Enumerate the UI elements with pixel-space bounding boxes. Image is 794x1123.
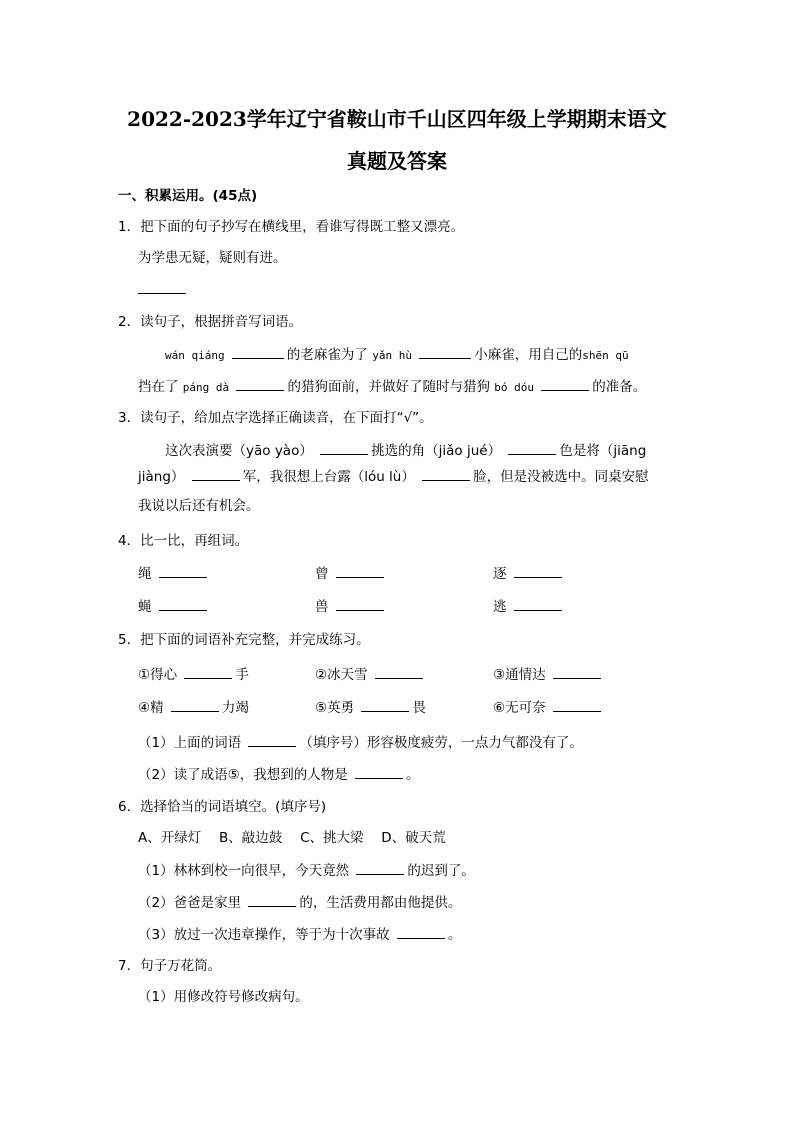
q2-prompt: 2．读句子，根据拼音写词语。 xyxy=(118,314,303,330)
char: 逐 xyxy=(493,566,507,582)
doc-title-line2: 真题及答案 xyxy=(347,149,447,173)
q1-sentence: 为学患无疑，疑则有进。 xyxy=(138,250,287,266)
text: 挑选的角（jiǎo jué） xyxy=(371,443,502,459)
text: ⑤英勇 xyxy=(315,700,355,716)
text: 手 xyxy=(235,667,249,683)
text: 军，我很想上台露（lóu lù） xyxy=(242,469,415,485)
q5-item xyxy=(493,698,604,717)
pinyin: yǎn hù xyxy=(372,349,412,362)
q4-item xyxy=(493,597,565,616)
text: （1）林林到校一向很早，今天竟然 xyxy=(138,863,350,879)
section-heading: 一、积累运用。(45点) xyxy=(118,188,258,204)
text: 的迟到了。 xyxy=(407,863,475,879)
text: ⑥无可奈 xyxy=(493,700,546,716)
q6-prompt: 6．选择恰当的词语填空。(填序号) xyxy=(118,799,327,815)
q4-item xyxy=(138,597,210,616)
text: 挡在了 xyxy=(138,379,179,395)
text: 的，生活费用都由他提供。 xyxy=(299,895,462,911)
text: （2）爸爸是家里 xyxy=(138,895,242,911)
q6-sub3 xyxy=(138,925,461,944)
text: 。 xyxy=(447,927,462,943)
q6-sub2 xyxy=(138,893,461,912)
q4-item xyxy=(315,597,387,616)
q5-sub2 xyxy=(138,765,420,784)
text: jiàng） xyxy=(138,469,185,485)
text: ①得心 xyxy=(138,667,178,683)
q6-options: A、开绿灯 B、敲边鼓 C、挑大梁 D、破天荒 xyxy=(138,830,446,846)
doc-title-line1: 2022-2023学年辽宁省鞍山市千山区四年级上学期期末语文 xyxy=(127,107,667,131)
char: 绳 xyxy=(138,566,152,582)
text: 色是将（jiāng xyxy=(559,443,647,459)
text: ④精 xyxy=(138,700,164,716)
pinyin: wán qiáng xyxy=(165,349,225,362)
q5-item xyxy=(315,698,426,717)
text: 的老麻雀为了 xyxy=(286,347,368,363)
q5-prompt: 5．把下面的词语补充完整，并完成练习。 xyxy=(118,632,370,648)
text: 这次表演要（yāo yào） xyxy=(165,443,313,459)
text: （3）放过一次违章操作，等于为十次事故 xyxy=(138,927,390,943)
pinyin: bó dóu xyxy=(494,381,534,394)
text: 畏 xyxy=(412,700,426,716)
char: 兽 xyxy=(315,599,329,615)
text: ③通情达 xyxy=(493,667,546,683)
q5-item xyxy=(138,665,249,684)
q4-item xyxy=(493,564,565,583)
char: 曾 xyxy=(315,566,329,582)
q1-prompt: 1．把下面的句子抄写在横线里，看谁写得既工整又漂亮。 xyxy=(118,219,465,235)
text: 力竭 xyxy=(221,700,249,716)
q4-item xyxy=(315,564,387,583)
q7-prompt: 7．句子万花筒。 xyxy=(118,958,222,974)
q6-sub1 xyxy=(138,861,475,880)
text: ②冰天雪 xyxy=(315,667,368,683)
q7-sub1: （1）用修改符号修改病句。 xyxy=(138,989,309,1005)
q3-line1 xyxy=(165,441,646,460)
pinyin: shēn qū xyxy=(582,349,629,362)
q2-line1 xyxy=(165,345,629,365)
q5-item xyxy=(138,698,249,717)
q4-prompt: 4．比一比，再组词。 xyxy=(118,533,249,549)
text: 的准备。 xyxy=(592,379,647,395)
text: （2）读了成语⑤，我想到的人物是 xyxy=(138,767,348,783)
char: 逃 xyxy=(493,599,507,615)
pinyin: páng dà xyxy=(182,381,230,394)
char: 蝇 xyxy=(138,599,152,615)
q5-item xyxy=(315,665,426,684)
text: （1）上面的词语 xyxy=(138,735,242,751)
q5-item xyxy=(493,665,604,684)
q1-answer-blank xyxy=(135,280,189,299)
q3-line3: 我说以后还有机会。 xyxy=(138,498,260,514)
q2-line2 xyxy=(138,377,646,397)
q4-item xyxy=(138,564,210,583)
text: 脸，但是没被选中。同桌安慰 xyxy=(473,469,649,485)
q5-sub1 xyxy=(138,733,583,752)
text: （填序号）形容极度疲劳，一点力气都没有了。 xyxy=(299,735,583,751)
text: 的猎狗面前，并做好了随时与猎狗 xyxy=(287,379,490,395)
text: 。 xyxy=(406,767,420,783)
q3-prompt: 3．读句子，给加点字选择正确读音，在下面打“√”。 xyxy=(118,410,433,426)
q3-line2 xyxy=(138,467,649,486)
text: 小麻雀，用自己的 xyxy=(474,347,583,363)
